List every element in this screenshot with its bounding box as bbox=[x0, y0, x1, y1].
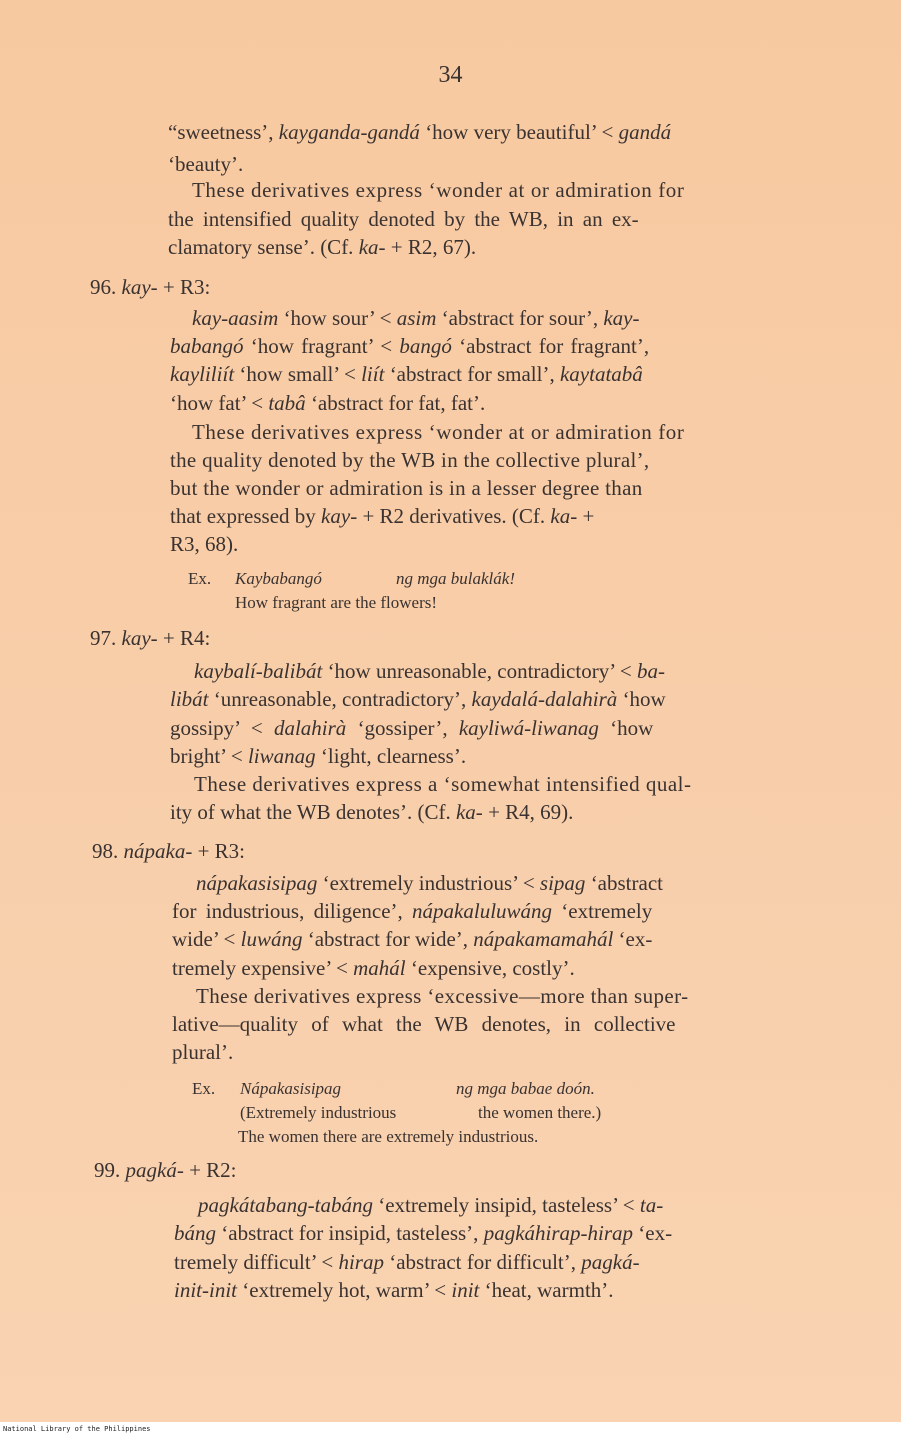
text-span: ‘abstract for wide’, bbox=[302, 927, 474, 951]
text-span: that expressed by bbox=[170, 504, 322, 528]
text-span: ‘abstract for sour’, bbox=[436, 306, 604, 330]
example-label: Ex. bbox=[188, 569, 212, 588]
text-line bbox=[172, 954, 575, 982]
text-span: ‘how fragrant’ < bbox=[243, 334, 400, 358]
text-line bbox=[170, 332, 649, 360]
term: liít bbox=[361, 362, 385, 386]
text-span: ‘unreasonable, contradictory’, bbox=[208, 687, 472, 711]
text-span: ‘gossiper’, bbox=[346, 716, 459, 740]
text-span: ‘how sour’ < bbox=[278, 306, 397, 330]
text-span: ‘how bbox=[617, 687, 666, 711]
text-span: ‘expensive, costly’. bbox=[405, 956, 575, 980]
term: pagká- bbox=[581, 1250, 640, 1274]
affix: pagká- bbox=[125, 1158, 184, 1182]
term: kaytatabâ bbox=[559, 362, 643, 386]
term: kaybalí-balibát bbox=[194, 659, 323, 683]
text-span: ‘extremely hot, warm’ < bbox=[237, 1278, 452, 1302]
term: ka- bbox=[358, 235, 386, 259]
section-number: 97. bbox=[90, 626, 117, 650]
section-heading-98 bbox=[92, 837, 245, 865]
section-heading-97 bbox=[90, 624, 210, 652]
text-span: + R3: bbox=[192, 839, 246, 863]
text-span: ‘how small’ < bbox=[234, 362, 362, 386]
text-span: ‘abstract for difficult’, bbox=[383, 1250, 582, 1274]
text-span: ‘light, clearness’. bbox=[315, 744, 467, 768]
example-word: Kaybabangó bbox=[235, 569, 322, 588]
example-rest: ng mga bulaklák! bbox=[396, 569, 515, 588]
section-number: 98. bbox=[92, 839, 119, 863]
example-label: Ex. bbox=[192, 1079, 216, 1098]
text-line: These derivatives express a ‘somewhat intensified qual- bbox=[194, 772, 692, 796]
text-span: clamatory sense’. (Cf. bbox=[168, 235, 359, 259]
text-line: These derivatives express ‘wonder at or admiration for bbox=[192, 420, 685, 444]
text-line bbox=[172, 925, 652, 953]
text-span: tremely expensive’ < bbox=[172, 956, 354, 980]
text-line bbox=[172, 897, 652, 925]
term: pagkáhirap-hirap bbox=[483, 1221, 634, 1245]
footer-credit: National Library of the Philippines bbox=[3, 1425, 151, 1433]
term: báng bbox=[174, 1221, 216, 1245]
section-number: 99. bbox=[94, 1158, 121, 1182]
section-number: 96. bbox=[90, 275, 117, 299]
text-line bbox=[194, 657, 665, 685]
text-span: + R4: bbox=[157, 626, 211, 650]
term: nápakasisipag bbox=[196, 871, 318, 895]
affix: nápaka- bbox=[123, 839, 193, 863]
text-line bbox=[192, 304, 640, 332]
text-line bbox=[170, 714, 653, 742]
term: kaydalá-dalahirà bbox=[471, 687, 618, 711]
text-span: ‘how unreasonable, contradictory’ < bbox=[322, 659, 637, 683]
section-heading-96 bbox=[90, 273, 210, 301]
text-line: the quality denoted by the WB in the collective plural’, bbox=[170, 448, 650, 472]
term: ka- bbox=[550, 504, 578, 528]
term: kay- bbox=[321, 504, 358, 528]
text-span: ‘extremely insipid, tasteless’ < bbox=[372, 1193, 640, 1217]
term: pagkátabang-tabáng bbox=[198, 1193, 373, 1217]
text-line bbox=[168, 118, 671, 146]
text-span: tremely difficult’ < bbox=[174, 1250, 339, 1274]
affix: kay- bbox=[121, 626, 158, 650]
text-span: ‘abstract for fragrant’, bbox=[451, 334, 650, 358]
text-span: + R2, 67). bbox=[385, 235, 477, 259]
term: kayganda-gandá bbox=[278, 120, 420, 144]
term: init bbox=[451, 1278, 480, 1302]
text-span: gossipy’ < bbox=[170, 716, 274, 740]
text-line bbox=[174, 1248, 640, 1276]
text-line bbox=[174, 1276, 614, 1304]
term: liwanag bbox=[247, 744, 316, 768]
text-line bbox=[196, 869, 663, 897]
section-heading-99 bbox=[94, 1156, 237, 1184]
text-span: ‘ex- bbox=[633, 1221, 673, 1245]
text-span: ‘abstract for small’, bbox=[384, 362, 560, 386]
term: nápakamamahál bbox=[473, 927, 614, 951]
text-span: ‘abstract bbox=[585, 871, 663, 895]
text-line: These derivatives express ‘wonder at or admiration for bbox=[192, 178, 685, 202]
term: ta- bbox=[639, 1193, 664, 1217]
example-gloss: (Extremely industrious bbox=[240, 1103, 397, 1122]
text-line bbox=[170, 360, 643, 388]
text-line bbox=[198, 1191, 663, 1219]
text-line: R3, 68). bbox=[170, 532, 239, 556]
example-word: Nápakasisipag bbox=[240, 1079, 342, 1098]
text-line: lative—quality of what the WB denotes, in collective bbox=[172, 1012, 676, 1036]
text-span: ‘abstract for fat, fat’. bbox=[305, 391, 486, 415]
text-span: ‘how bbox=[598, 716, 654, 740]
example-gloss: the women there.) bbox=[478, 1103, 602, 1122]
text-span: ‘heat, warmth’. bbox=[479, 1278, 614, 1302]
text-span: + R2: bbox=[183, 1158, 237, 1182]
term: kay- bbox=[603, 306, 640, 330]
term: mahál bbox=[353, 956, 406, 980]
text-span: ‘how fat’ < bbox=[170, 391, 269, 415]
text-span: for industrious, diligence’, bbox=[172, 899, 413, 923]
term: gandá bbox=[618, 120, 672, 144]
text-line bbox=[170, 389, 485, 417]
example-rest: ng mga babae doón. bbox=[456, 1079, 595, 1098]
text-span: ‘abstract for insipid, tasteless’, bbox=[216, 1221, 484, 1245]
term: kayliwá-liwanag bbox=[458, 716, 599, 740]
text-span: bright’ < bbox=[170, 744, 248, 768]
term: kay-aasim bbox=[192, 306, 279, 330]
text-span: + R4, 69). bbox=[482, 800, 574, 824]
text-span: ‘how very beautiful’ < bbox=[419, 120, 619, 144]
term: babangó bbox=[170, 334, 244, 358]
term: bangó bbox=[399, 334, 452, 358]
term: nápakaluluwáng bbox=[412, 899, 553, 923]
term: dalahirà bbox=[273, 716, 347, 740]
example-translation: How fragrant are the flowers! bbox=[235, 593, 438, 612]
term: hirap bbox=[338, 1250, 384, 1274]
text-line: the intensified quality denoted by the WB, in an ex- bbox=[168, 207, 639, 231]
text-span: ity of what the WB denotes’. (Cf. bbox=[170, 800, 456, 824]
text-span: wide’ < bbox=[172, 927, 241, 951]
affix: kay- bbox=[121, 275, 158, 299]
text-span: + bbox=[577, 504, 595, 528]
term: sipag bbox=[539, 871, 586, 895]
text-span: + R3: bbox=[157, 275, 211, 299]
text-line bbox=[168, 233, 476, 261]
text-line bbox=[170, 798, 573, 826]
text-line: These derivatives express ‘excessive—more than super- bbox=[196, 984, 689, 1008]
text-line bbox=[170, 742, 466, 770]
text-span: + R2 derivatives. (Cf. bbox=[357, 504, 551, 528]
text-line bbox=[174, 1219, 672, 1247]
term: asim bbox=[396, 306, 437, 330]
term: init-init bbox=[174, 1278, 237, 1302]
text-span: “sweetness’, bbox=[168, 120, 279, 144]
text-span: ‘extremely bbox=[552, 899, 653, 923]
text-span: ‘ex- bbox=[613, 927, 653, 951]
term: ka- bbox=[455, 800, 483, 824]
term: kayliliít bbox=[170, 362, 235, 386]
text-line bbox=[170, 685, 666, 713]
text-line bbox=[170, 502, 594, 530]
term: tabâ bbox=[268, 391, 306, 415]
text-line: plural’. bbox=[172, 1040, 234, 1064]
page-number: 34 bbox=[438, 62, 463, 88]
text-line: ‘beauty’. bbox=[168, 152, 244, 176]
term: libát bbox=[170, 687, 209, 711]
text-line: but the wonder or admiration is in a lesser degree than bbox=[170, 476, 643, 500]
example-translation: The women there are extremely industrious. bbox=[238, 1127, 539, 1146]
term: luwáng bbox=[240, 927, 303, 951]
term: ba- bbox=[636, 659, 665, 683]
text-span: ‘extremely industrious’ < bbox=[317, 871, 540, 895]
